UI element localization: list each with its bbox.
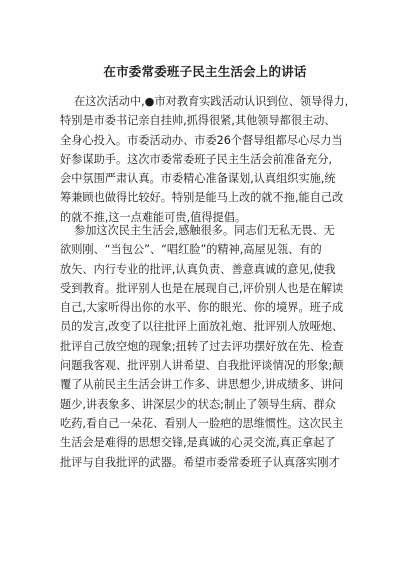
paragraph-1 <box>60 92 352 227</box>
document-title: 在市委常委班子民主生活会上的讲话 <box>103 64 307 79</box>
text-line: 放矢、内行专业的批评,认真负责、善意真诚的意见,使我 <box>60 262 336 276</box>
text-line: 在这次活动中,●市对教育实践活动认识到位、领导得力, <box>74 95 349 108</box>
text-line: 批评自己放空炮的现象;扭转了过去评功摆好放在先、检查 <box>60 339 344 353</box>
text-line: 会中氛围严肃认真。市委精心准备谋划,认真组织实施,统 <box>60 172 336 186</box>
text-line: 参加这次民主生活会,感触很多。同志们无私无畏、无 <box>74 224 335 237</box>
text-line: 特别是市委书记亲自挂帅,抓得很紧,其他领导都很主动、 <box>60 114 336 128</box>
text-line: 问题我客观、批评别人讲希望、自我批评谈情况的形象;颠 <box>60 359 344 373</box>
text-line: 的就不推,这一点难能可贵,值得提倡。 <box>60 210 247 224</box>
text-line: 吃药,看自己一朵花、看别人一脸疤的思维惯性。这次民主 <box>60 416 344 430</box>
paragraph-2 <box>60 221 352 472</box>
text-line: 好参谋助手。这次市委常委班子民主生活会前准备充分, <box>60 152 333 166</box>
text-line: 生活会是难得的思想交锋,是真诚的心灵交流,真正拿起了 <box>60 436 336 450</box>
text-line: 题少,讲表象多、讲深层少的状态;制止了领导生病、群众 <box>60 397 336 411</box>
text-line: 受到教育。批评别人也是在展现自己,评价别人也是在解读 <box>60 281 344 295</box>
text-line: 全身心投入。市委活动办、市委26个督导组都尽心尽力当 <box>60 133 343 147</box>
text-line: 筹兼顾也做得比较好。特别是能马上改的就不拖,能自己改 <box>60 191 344 205</box>
text-line: 员的发言,改变了以往批评上面放礼炮、批评别人放哑炮、 <box>60 320 344 334</box>
text-line: 批评与自我批评的武器。希望市委常委班子认真落实刚才 <box>60 455 340 469</box>
text-line: 覆了从前民主生活会讲工作多、讲思想少,讲成绩多、讲问 <box>60 378 344 392</box>
text-line: 欲则刚、“当包公”、“唱红脸”的精神,高屋见瓴、有的 <box>60 243 322 257</box>
text-line: 自己,大家听得出你的水平、你的眼光、你的境界。班子成 <box>60 301 344 315</box>
